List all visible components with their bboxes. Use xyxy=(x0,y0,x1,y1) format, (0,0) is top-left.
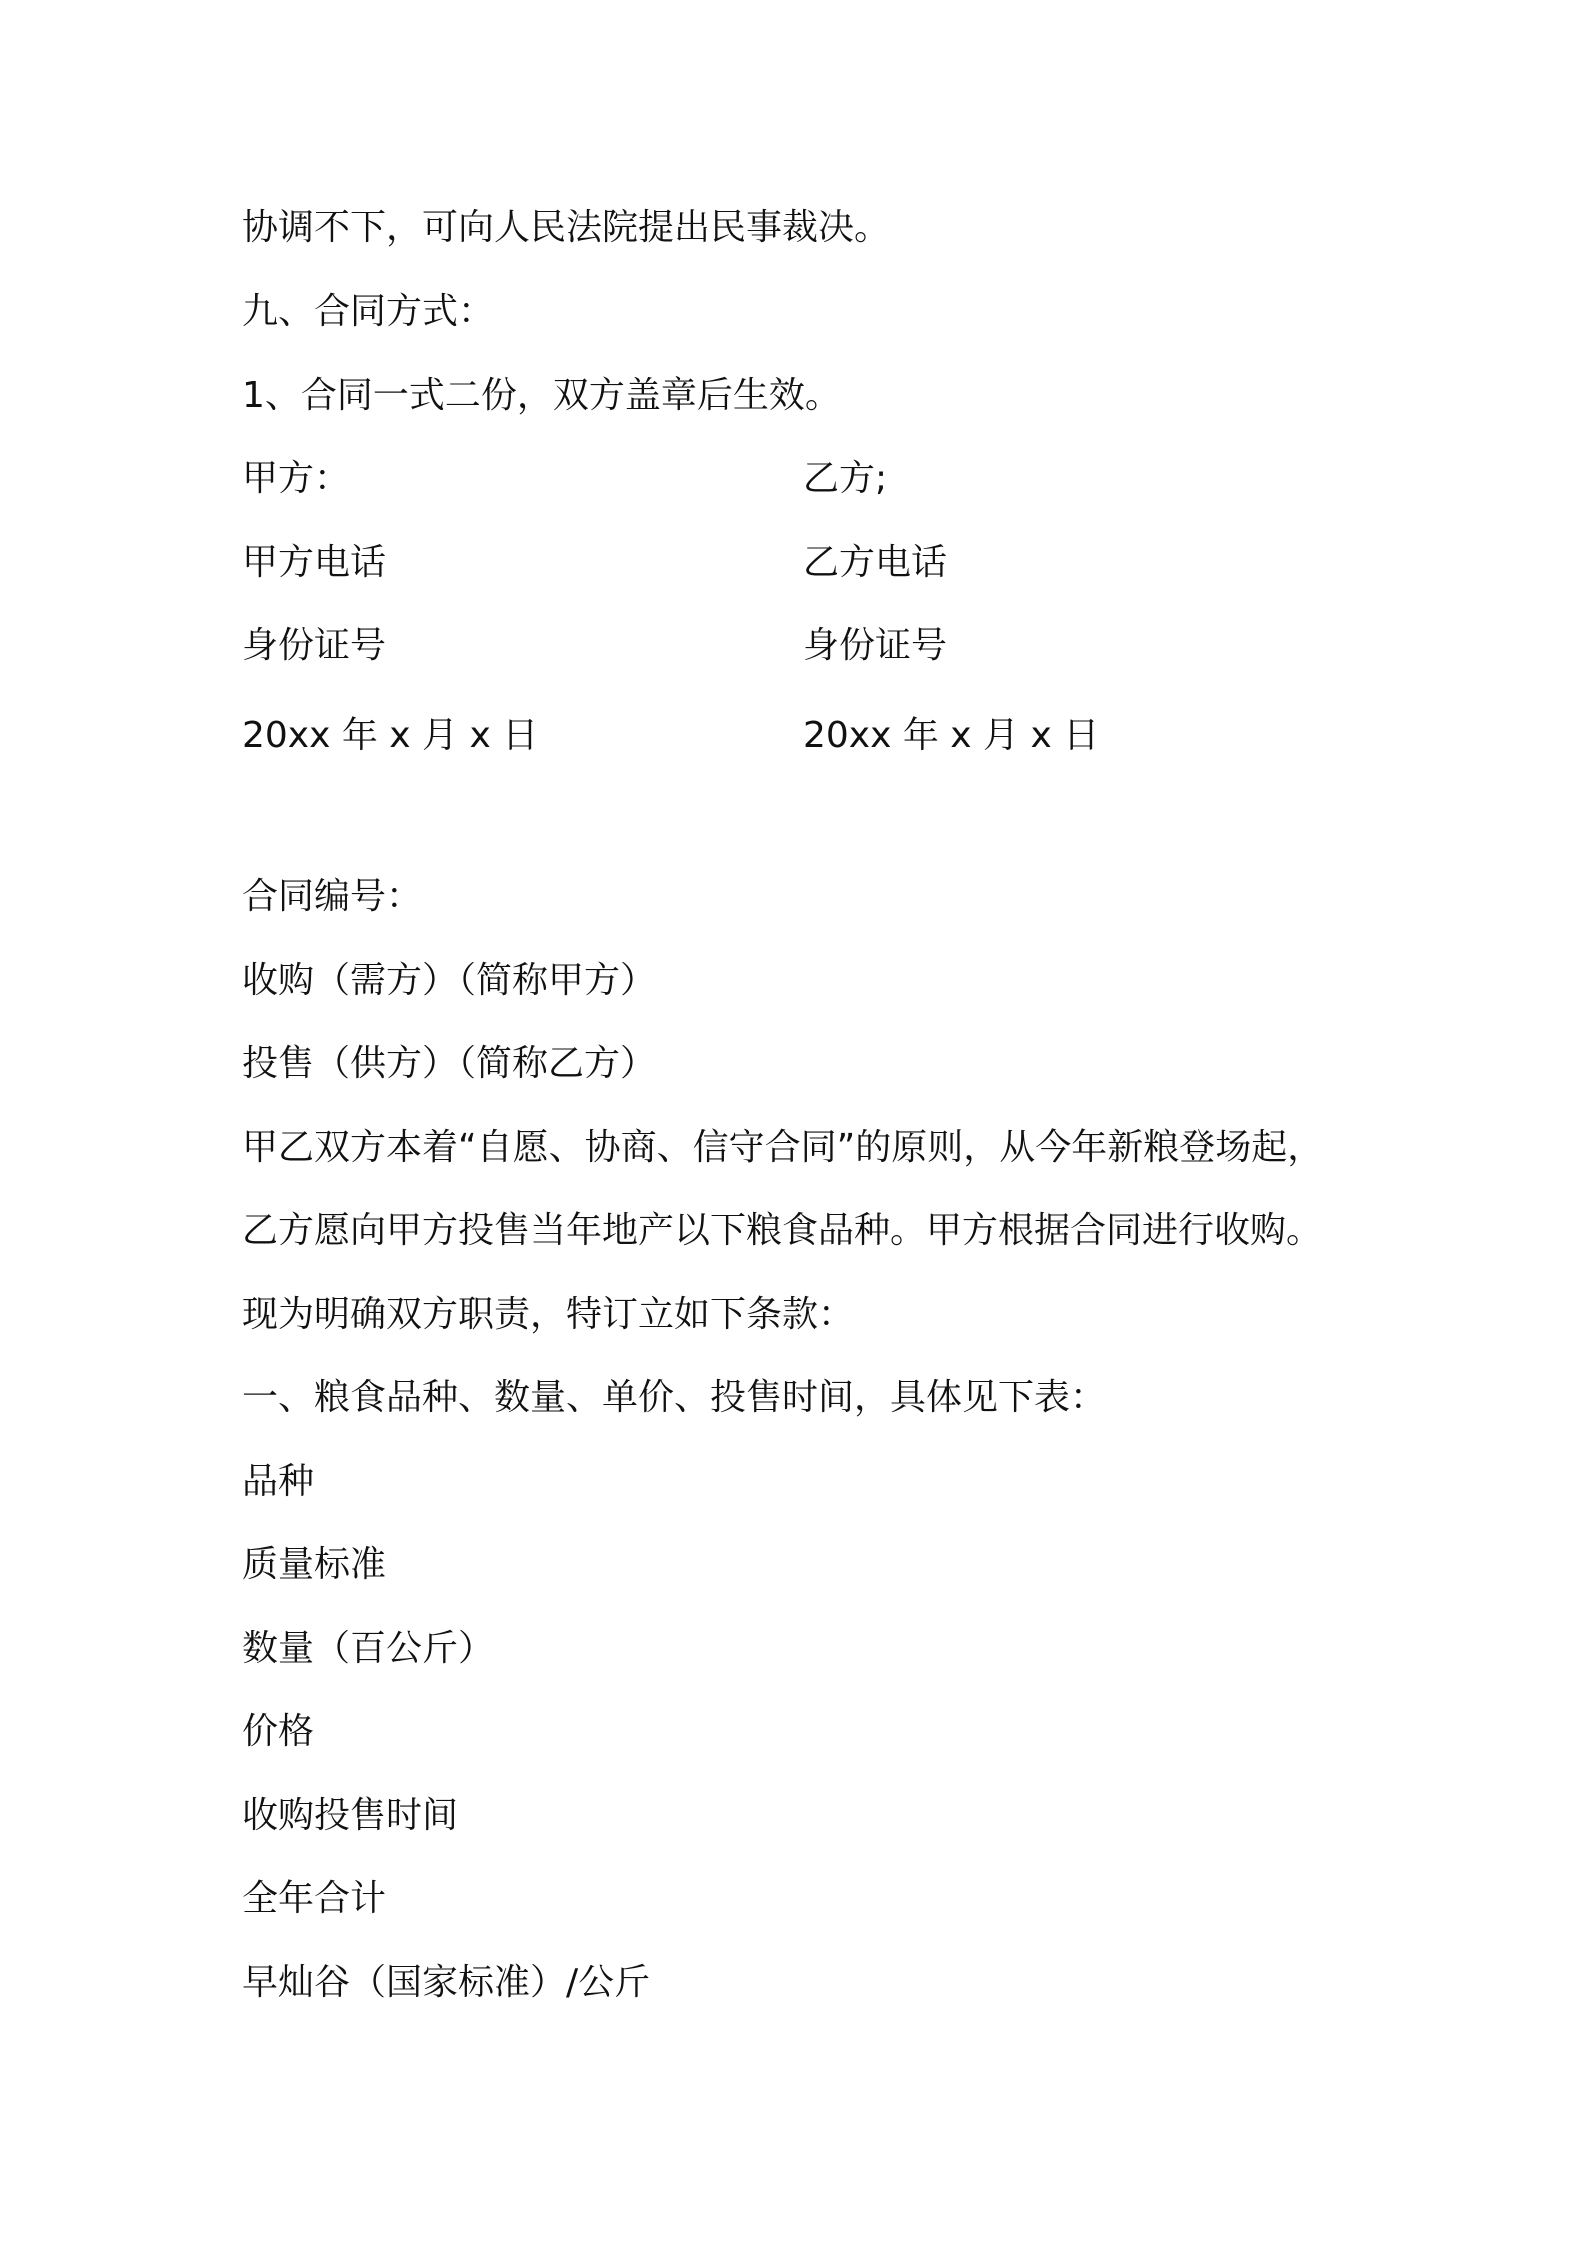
table-label-early-rice: 早灿谷（国家标准）/公斤 xyxy=(242,1962,651,2003)
party-a-date: 20xx 年 x 月 x 日 xyxy=(242,715,539,756)
party-b-date: 20xx 年 x 月 x 日 xyxy=(803,715,1100,756)
paragraph-principle: 甲乙双方本着“自愿、协商、信守合同”的原则，从今年新粮登场起， xyxy=(242,1127,1324,1168)
table-label-time: 收购投售时间 xyxy=(242,1795,459,1836)
table-label-quality: 质量标准 xyxy=(242,1544,387,1585)
party-b-id: 身份证号 xyxy=(803,625,948,666)
party-a-label: 甲方： xyxy=(242,458,351,499)
table-label-quantity: 数量（百公斤） xyxy=(242,1628,495,1669)
table-label-total: 全年合计 xyxy=(242,1878,387,1919)
seller-line: 投售（供方）（简称乙方） xyxy=(242,1043,657,1084)
buyer-line: 收购（需方）（简称甲方） xyxy=(242,960,657,1001)
heading-contract-method: 九、合同方式： xyxy=(242,291,495,332)
table-label-variety: 品种 xyxy=(242,1461,315,1502)
party-b-phone: 乙方电话 xyxy=(803,542,948,583)
contract-number-label: 合同编号： xyxy=(242,876,423,917)
party-b-label: 乙方; xyxy=(803,458,888,499)
party-a-id: 身份证号 xyxy=(242,625,387,666)
paragraph-terms: 现为明确双方职责，特订立如下条款： xyxy=(242,1294,855,1335)
paragraph-dispute: 协调不下，可向人民法院提出民事裁决。 xyxy=(242,207,891,248)
table-label-price: 价格 xyxy=(242,1711,315,1752)
party-a-phone: 甲方电话 xyxy=(242,542,387,583)
paragraph-supply: 乙方愿向甲方投售当年地产以下粮食品种。甲方根据合同进行收购。 xyxy=(242,1210,1323,1251)
paragraph-copies: 1、合同一式二份，双方盖章后生效。 xyxy=(242,375,841,416)
heading-grain-table: 一、粮食品种、数量、单价、投售时间，具体见下表： xyxy=(242,1377,1107,1418)
